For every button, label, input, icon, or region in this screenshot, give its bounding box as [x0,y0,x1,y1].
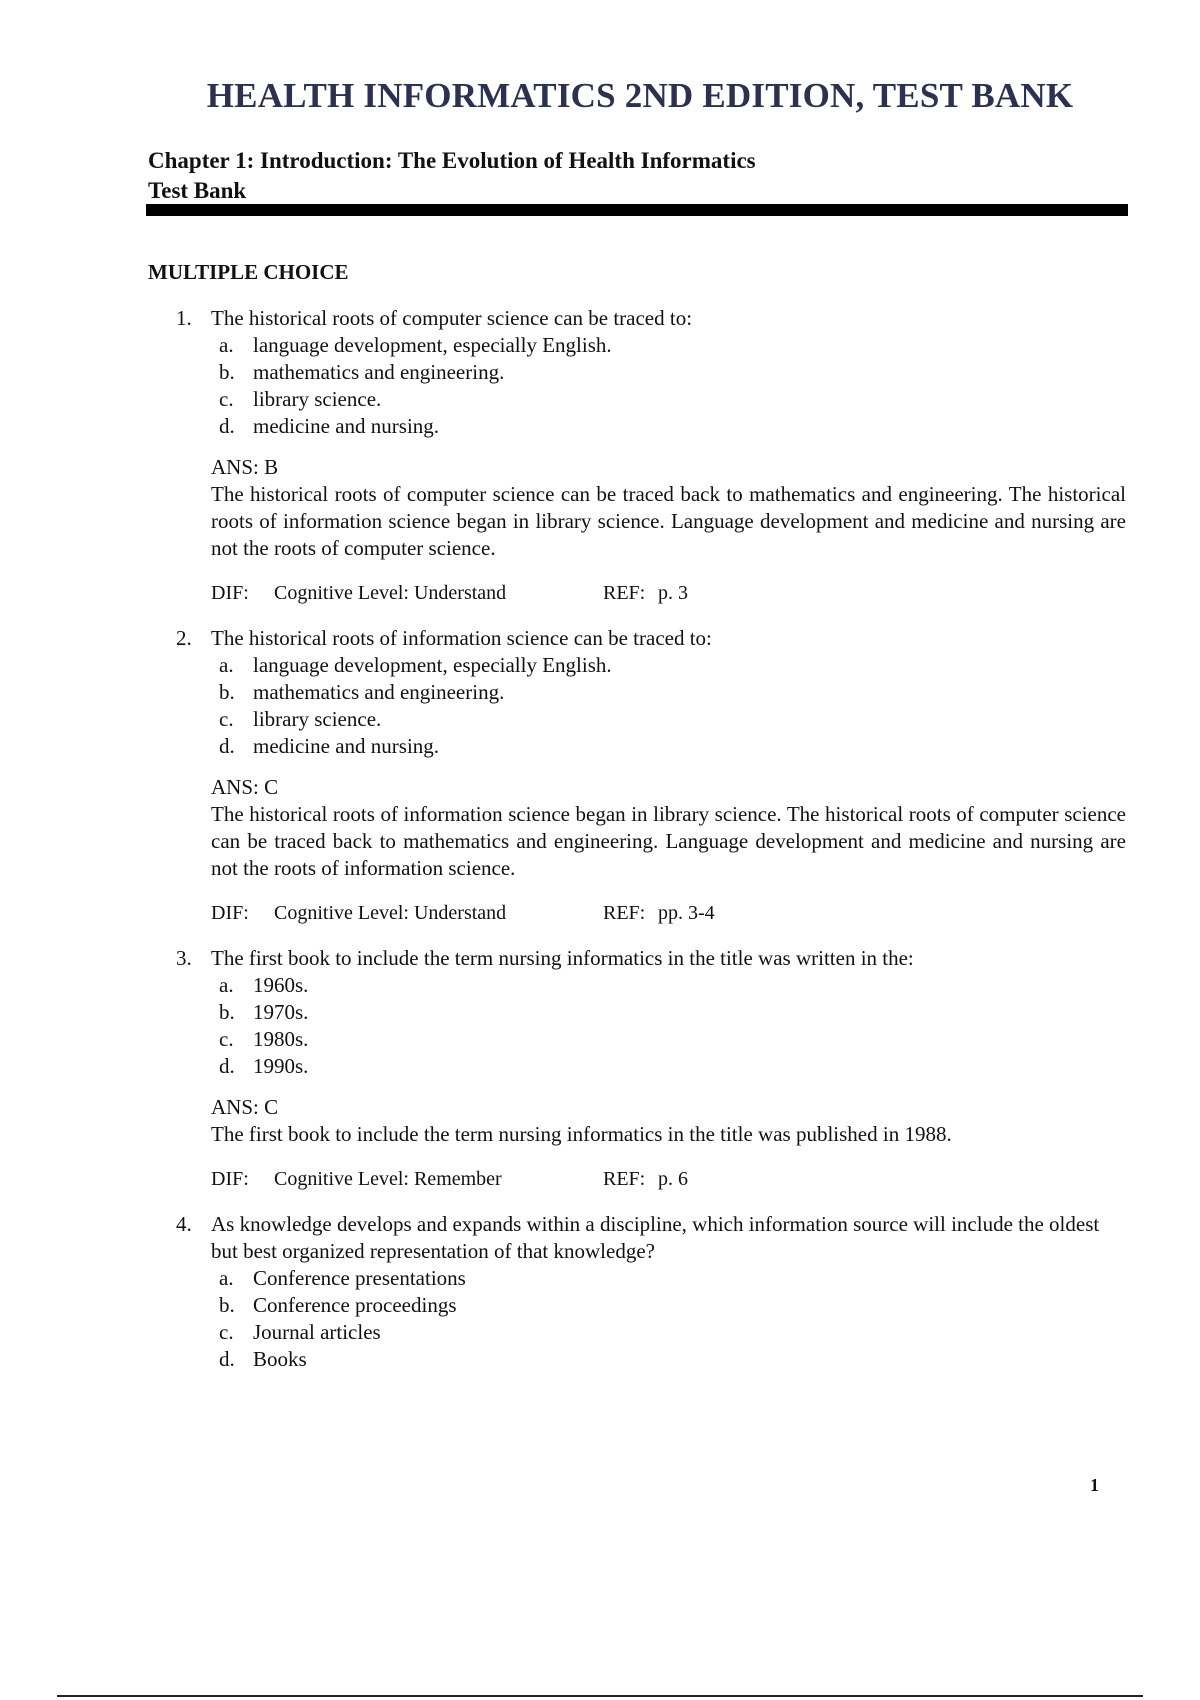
option-letter: d. [219,1054,235,1078]
option-c [211,706,1126,733]
dif-value: Cognitive Level: Understand [274,582,507,604]
dif-value: Cognitive Level: Remember [274,1168,502,1190]
option-text: medicine and nursing. [253,414,440,438]
question-4 [176,1211,1126,1373]
option-text: library science. [253,707,382,731]
question-3 [176,945,1126,1193]
option-b [211,999,1126,1026]
option-text: 1970s. [253,1000,309,1024]
question-number: 1. [176,306,192,330]
option-text: Journal articles [253,1320,381,1344]
option-letter: b. [219,1293,235,1317]
answer-options [211,652,1126,760]
question-number: 2. [176,626,192,650]
option-letter: d. [219,734,235,758]
option-text: Conference presentations [253,1266,466,1290]
option-letter: c. [219,707,234,731]
answer-block [211,774,1126,882]
option-d [211,1053,1126,1080]
question-text: As knowledge develops and expands within a discipline, which information source will include the oldest but best organized representation of that knowledge? [211,1212,1100,1263]
chapter-heading [148,146,756,206]
question-1 [176,305,1126,607]
option-a [211,652,1126,679]
option-text: Books [253,1347,307,1371]
option-a [211,332,1126,359]
page-number: 1 [1090,1475,1099,1495]
option-letter: d. [219,414,235,438]
rationale: The historical roots of information science began in library science. The historical roots of computer science can be traced back to mathematics and engineering. Language development and medicine and nursing are not the roots of information science. [211,802,1126,880]
option-b [211,679,1126,706]
question-list [176,305,1126,1391]
ref-label: REF: [603,1168,646,1190]
option-letter: a. [219,333,234,357]
option-letter: a. [219,1266,234,1290]
option-d [211,733,1126,760]
heading-rule [146,204,1128,216]
question-text: The historical roots of information science can be traced to: [211,626,712,650]
question-2 [176,625,1126,927]
ref-label: REF: [603,902,646,924]
question-text: The historical roots of computer science can be traced to: [211,306,693,330]
question-number: 3. [176,946,192,970]
option-text: 1980s. [253,1027,309,1051]
question-meta [211,900,1126,927]
chapter-title: Chapter 1: Introduction: The Evolution of Health Informatics [148,148,756,173]
option-letter: d. [219,1347,235,1371]
option-letter: b. [219,360,235,384]
rationale: The historical roots of computer science can be traced back to mathematics and engineering. The historical roots of information science began in library science. Language development and medicine and nursing are not the roots of computer science. [211,482,1126,560]
option-text: mathematics and engineering. [253,360,505,384]
option-letter: c. [219,1027,234,1051]
ref-value: p. 6 [658,1168,688,1190]
question-meta [211,580,1126,607]
option-text: language development, especially English. [253,333,612,357]
answer-options [211,972,1126,1080]
option-text: Conference proceedings [253,1293,457,1317]
option-letter: a. [219,653,234,677]
question-meta [211,1166,1126,1193]
option-b [211,1292,1126,1319]
option-b [211,359,1126,386]
page-title: HEALTH INFORMATICS 2ND EDITION, TEST BANK [206,76,1074,115]
answer-key: ANS: C [211,775,279,799]
option-text: medicine and nursing. [253,734,440,758]
option-text: library science. [253,387,382,411]
ref-value: p. 3 [658,582,688,604]
footer-rule [57,1695,1143,1697]
dif-label: DIF: [211,1168,249,1190]
answer-options [211,1265,1126,1373]
option-d [211,1346,1126,1373]
option-d [211,413,1126,440]
option-letter: b. [219,1000,235,1024]
option-letter: c. [219,1320,234,1344]
ref-value: pp. 3-4 [658,902,715,924]
option-letter: b. [219,680,235,704]
answer-block [211,454,1126,562]
answer-block [211,1094,1126,1148]
answer-key: ANS: C [211,1095,279,1119]
dif-label: DIF: [211,582,249,604]
option-c [211,386,1126,413]
option-c [211,1026,1126,1053]
option-letter: a. [219,973,234,997]
section-heading: MULTIPLE CHOICE [148,260,349,284]
answer-options [211,332,1126,440]
chapter-subtitle: Test Bank [148,178,247,203]
option-text: 1960s. [253,973,309,997]
dif-value: Cognitive Level: Understand [274,902,507,924]
option-letter: c. [219,387,234,411]
option-text: 1990s. [253,1054,309,1078]
option-c [211,1319,1126,1346]
ref-label: REF: [603,582,646,604]
dif-label: DIF: [211,902,249,924]
option-a [211,1265,1126,1292]
answer-key: ANS: B [211,455,279,479]
option-text: language development, especially English. [253,653,612,677]
question-number: 4. [176,1212,192,1236]
option-a [211,972,1126,999]
question-text: The first book to include the term nursing informatics in the title was written in the: [211,946,914,970]
option-text: mathematics and engineering. [253,680,505,704]
rationale: The first book to include the term nursing informatics in the title was published in 1988. [211,1122,952,1146]
